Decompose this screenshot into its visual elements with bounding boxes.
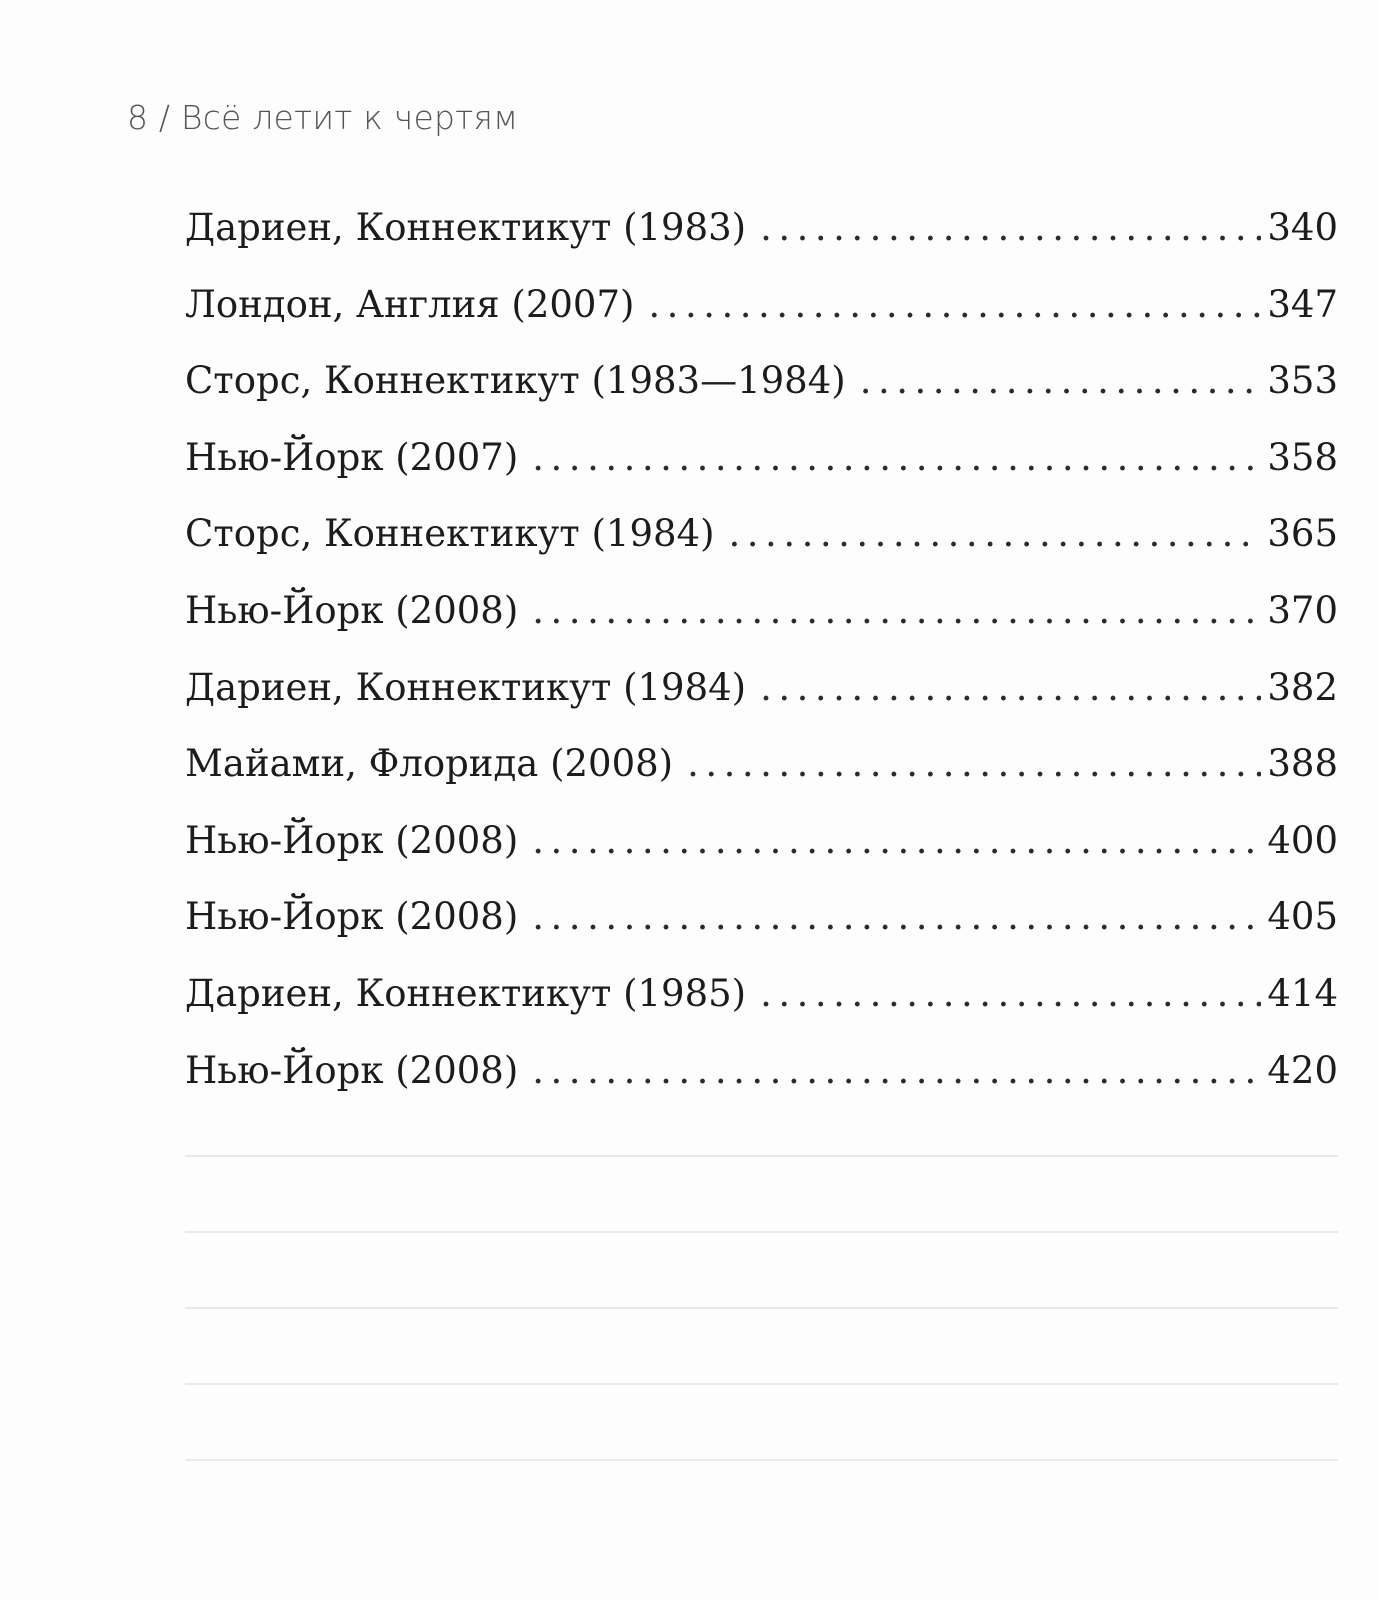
toc-entry [185,283,1338,360]
toc-entry-title: Нью-Йорк (2008) [185,818,519,862]
toc-entry-title: Нью-Йорк (2008) [185,588,519,632]
running-head: 8 / Всё летит к чертям [127,98,519,137]
toc-dot-leader [860,359,1262,402]
toc-dot-leader [532,436,1261,479]
toc-entry [185,206,1338,283]
toc-entry-page: 365 [1267,512,1338,556]
toc-entry-title: Нью-Йорк (2008) [185,895,519,939]
toc-entry-page: 370 [1267,588,1338,632]
toc-entry-title: Дариен, Коннектикут (1984) [185,665,747,709]
toc-dot-leader [687,742,1261,785]
toc-entry-page: 388 [1267,742,1338,786]
toc-dot-leader [532,895,1261,938]
toc-entry-page: 382 [1267,665,1338,709]
toc-entry-title: Дариен, Коннектикут (1985) [185,971,747,1015]
bleed-through-line [185,1231,1338,1233]
toc-entry-page: 400 [1267,818,1338,862]
toc-dot-leader [729,512,1262,555]
toc-entry [185,895,1338,972]
toc-entry-page: 340 [1267,206,1338,249]
toc-entry-title: Дариен, Коннектикут (1983) [185,206,747,249]
toc-entry-page: 358 [1267,435,1338,479]
table-of-contents [185,206,1338,1125]
toc-entry [185,589,1338,666]
toc-entry-title: Сторс, Коннектикут (1984) [185,512,715,556]
toc-entry [185,742,1338,819]
bleed-through-line [185,1307,1338,1309]
toc-entry-title: Лондон, Англия (2007) [185,282,635,326]
toc-entry-page: 420 [1267,1048,1338,1092]
toc-entry-title: Сторс, Коннектикут (1983—1984) [185,359,846,403]
toc-entry [185,819,1338,896]
toc-dot-leader [760,972,1261,1015]
toc-entry [185,1049,1338,1126]
toc-entry [185,666,1338,743]
bleed-through-line [185,1459,1338,1461]
toc-dot-leader [648,283,1261,326]
toc-dot-leader [760,666,1261,709]
toc-dot-leader [760,206,1261,249]
toc-entry-title: Нью-Йорк (2007) [185,435,519,479]
bleed-through-texture [185,1155,1338,1555]
toc-entry-title: Майами, Флорида (2008) [185,742,674,786]
toc-entry-page: 347 [1267,282,1338,326]
bleed-through-line [185,1383,1338,1385]
toc-entry [185,436,1338,513]
bleed-through-line [185,1155,1338,1157]
toc-entry-page: 353 [1267,359,1338,403]
toc-entry [185,972,1338,1049]
toc-entry [185,359,1338,436]
toc-entry [185,512,1338,589]
toc-entry-page: 414 [1267,971,1338,1015]
toc-dot-leader [532,589,1261,632]
toc-dot-leader [532,1049,1261,1092]
toc-dot-leader [532,819,1261,862]
toc-entry-title: Нью-Йорк (2008) [185,1048,519,1092]
toc-entry-page: 405 [1267,895,1338,939]
